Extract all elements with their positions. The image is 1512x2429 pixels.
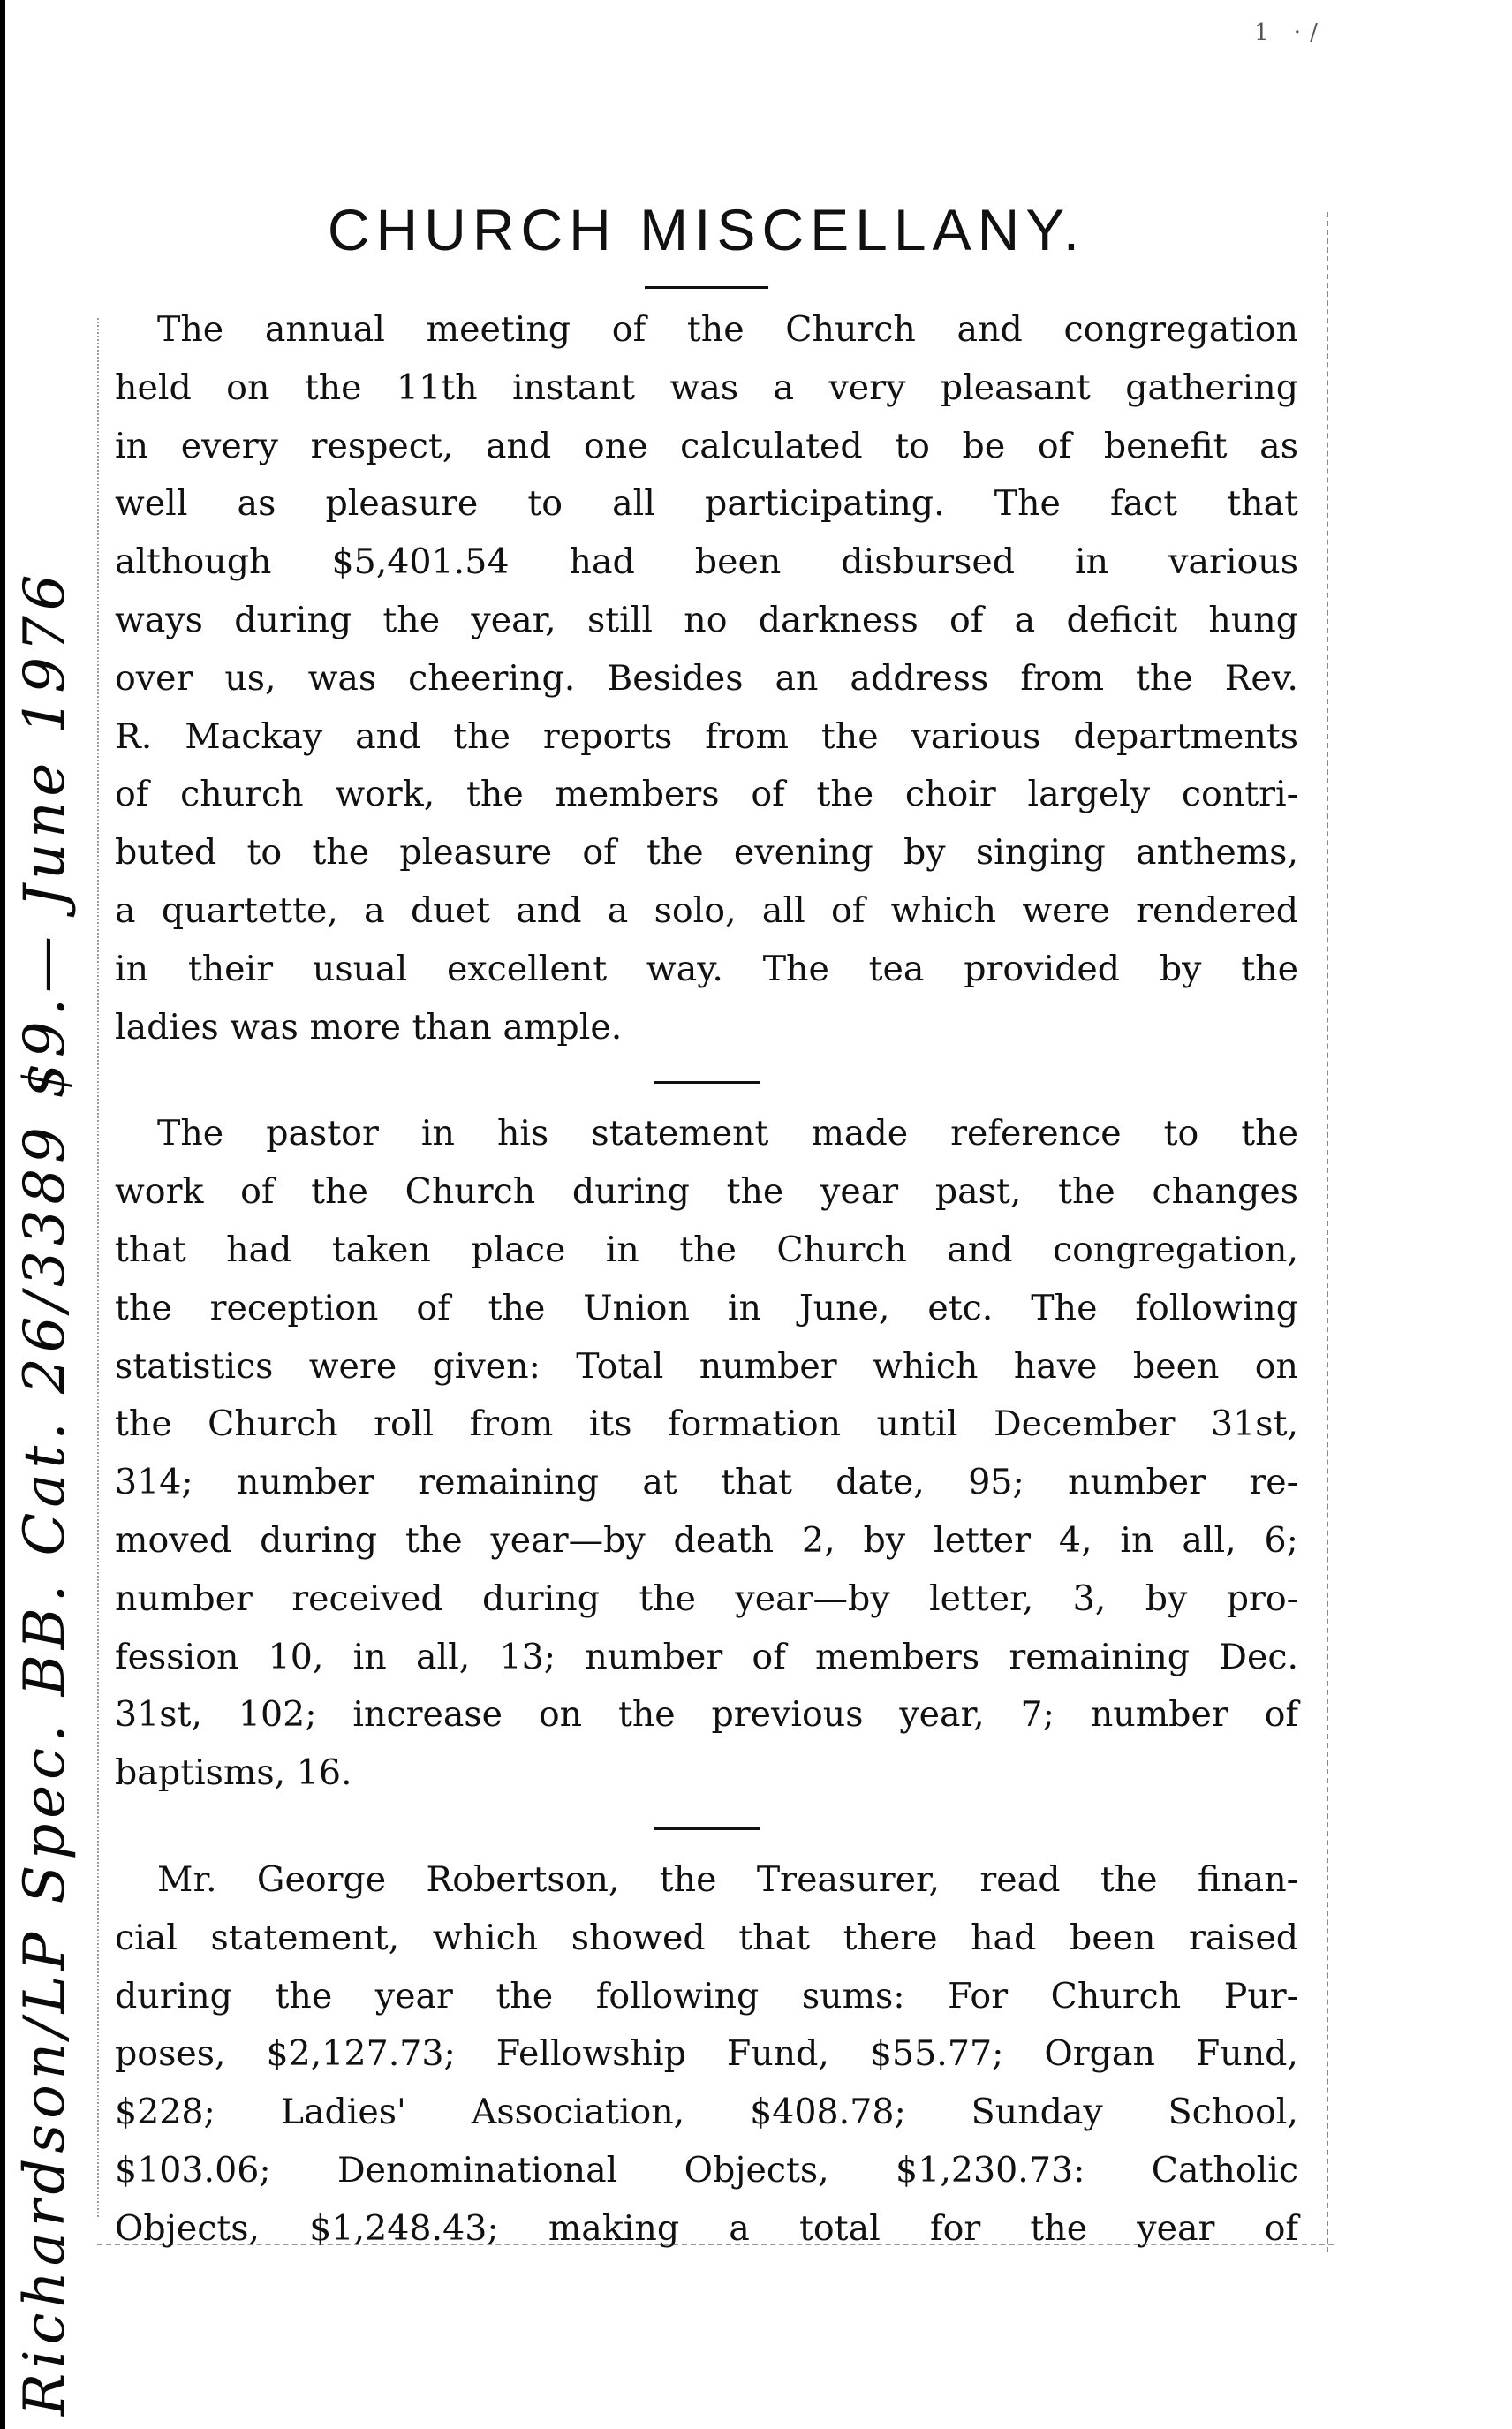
text-line: 314; number remaining at that date, 95; number re- [115, 1462, 1298, 1503]
text-line: Mr. George Robertson, the Treasurer, read the finan- [157, 1858, 1298, 1900]
text-line: The annual meeting of the Church and congregation [157, 309, 1298, 350]
text-line: of church work, the members of the choir largely contri- [115, 774, 1298, 815]
title-rule [645, 286, 768, 289]
text-line: ladies was more than ample. [115, 1006, 623, 1048]
text-line: during the year the following sums: For Church Pur- [115, 1975, 1298, 2017]
text-line: in their usual excellent way. The tea provided by the [115, 948, 1298, 989]
text-line: statistics were given: Total number which have been on [115, 1345, 1298, 1387]
text-line: moved during the year—by death 2, by letter 4, in all, 6; [115, 1519, 1298, 1561]
scan-edge-shadow [0, 0, 5, 2429]
text-line: over us, was cheering. Besides an address from the Rev. [115, 657, 1298, 699]
text-line: cial statement, which showed that there had been raised [115, 1917, 1298, 1958]
paragraph-treasurer-report [115, 1851, 1298, 2259]
text-line: work of the Church during the year past, the changes [115, 1171, 1298, 1213]
text-line: the Church roll from its formation until December 31st, [115, 1404, 1298, 1445]
paragraph-pastor-statement [115, 1105, 1298, 1803]
text-line: buted to the pleasure of the evening by singing anthems, [115, 832, 1298, 874]
paragraph-annual-meeting [115, 301, 1298, 1056]
section-rule [654, 1081, 760, 1084]
text-line: R. Mackay and the reports from the various departments [115, 715, 1298, 757]
text-line: well as pleasure to all participating. The fact that [115, 483, 1298, 525]
text-line: held on the 11th instant was a very pleasant gathering [115, 367, 1298, 408]
article-title: CHURCH MISCELLANY. [327, 197, 1086, 262]
text-line: in every respect, and one calculated to be of benefit as [115, 425, 1298, 466]
text-line: the reception of the Union in June, etc. The following [115, 1287, 1298, 1328]
article [115, 185, 1298, 2259]
text-line: a quartette, a duet and a solo, all of which were rendered [115, 889, 1298, 931]
text-line: poses, $2,127.73; Fellowship Fund, $55.77; Organ Fund, [115, 2033, 1298, 2075]
section-rule [654, 1827, 760, 1830]
text-line: although $5,401.54 had been disbursed in various [115, 541, 1298, 583]
right-column-rule [1327, 212, 1328, 2252]
text-line: 31st, 102; increase on the previous year, 7; number of [115, 1694, 1298, 1736]
left-column-rule [97, 318, 99, 2217]
text-line: The pastor in his statement made reference to the [157, 1113, 1298, 1154]
text-line: $103.06; Denominational Objects, $1,230.73: Catholic [115, 2149, 1298, 2191]
text-line: baptisms, 16. [115, 1752, 352, 1794]
corner-pencil-mark: 1 ·/ [1254, 19, 1327, 46]
text-line: Objects, $1,248.43; making a total for the year of [115, 2207, 1298, 2249]
text-line: number received during the year—by letter, 3, by pro- [115, 1578, 1298, 1619]
handwritten-catalog-note: Richardson/LP Spec. BB. Cat. 26/3389 $9.— June 1976 [12, 569, 78, 2416]
text-line: fession 10, in all, 13; number of members remaining Dec. [115, 1636, 1298, 1677]
text-line: ways during the year, still no darkness of a deficit hung [115, 599, 1298, 640]
text-line: that had taken place in the Church and congregation, [115, 1229, 1298, 1270]
text-line: $228; Ladies' Association, $408.78; Sunday School, [115, 2092, 1298, 2133]
